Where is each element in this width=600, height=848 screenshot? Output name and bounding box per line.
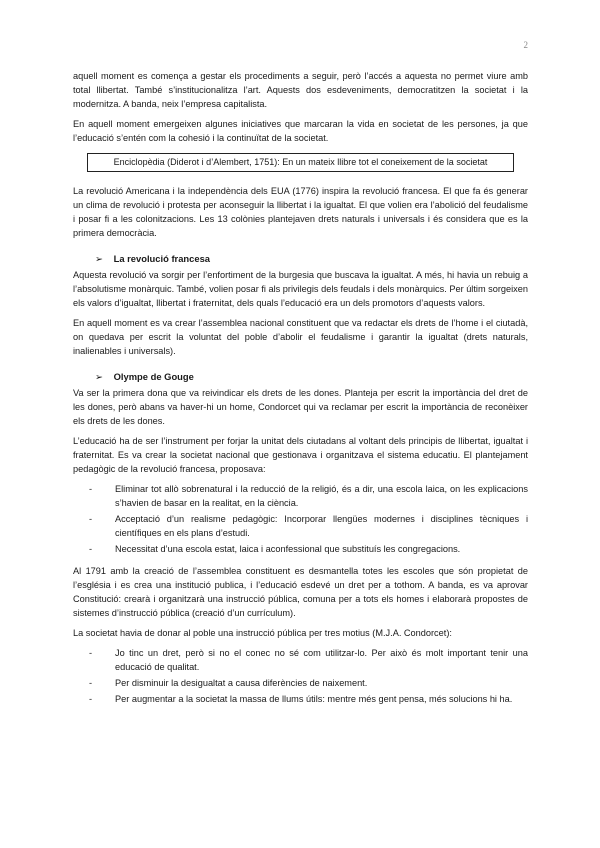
heading-olympe-de-gouge-text: Olympe de Gouge	[113, 371, 194, 382]
heading-olympe-de-gouge	[95, 370, 528, 384]
list-item-text: Eliminar tot allò sobrenatural i la reducció de la religió, és a dir, una escola laica, on les explicacions s’havien de basar en la realitat, en la ciència.	[115, 484, 528, 508]
dash-bullet: -	[89, 678, 93, 688]
list-item-text: Per disminuir la desigualtat a causa diferències de naixement.	[115, 678, 368, 688]
paragraph-condorcet-intro: La societat havia de donar al poble una instrucció pública per tres motius (M.J.A. Condorcet):	[73, 628, 452, 638]
list-item	[73, 676, 528, 690]
paragraph-national-assembly: En aquell moment es va crear l’assemblea nacional constituent que va redactar els drets de l’home i el ciutadà, on quedava per escrit la voluntat del poble d’abolir el feudalisme i garantir la igualtat (drets naturals, inalienables i universals).	[73, 318, 528, 356]
page-content	[73, 69, 528, 712]
paragraph-american-revolution: La revolució Americana i la independència dels EUA (1776) inspira la revolució francesa. El que fa és generar un clima de revolució i protesta per aconseguir la llibertat i la igualtat. El que volien era l’abolició del feudalisme i posar fi a les colonitzacions. Les 13 colònies plantejaven drets naturals i universals i és considera que es la primera democràcia.	[73, 186, 528, 238]
paragraph-1791-assembly: Al 1791 amb la creació de l’assemblea constituent es desmantella totes les escoles que són propietat de l’església i es crea una institució publica, i l’educació esdevé un dret per a tothom. A banda, es va aprovar Constitució: crearà i organitzarà una instrucció pública, comuna per a tots els homes i elaborarà propostes de sistemes d’instrucció pública (creació d’un currículum).	[73, 566, 528, 618]
paragraph-initiatives: En aquell moment emergeixen algunes iniciatives que marcaran la vida en societat de les persones, ja que l’educació s’entén com la cohesió i la continuïtat de la societat.	[73, 119, 528, 143]
dash-bullet: -	[89, 694, 93, 704]
heading-french-revolution-text: La revolució francesa	[113, 253, 211, 264]
paragraph-education-instrument: L’educació ha de ser l’instrument per forjar la unitat dels ciutadans al voltant dels principis de llibertat, igualtat i fraternitat. Es va crear la societat nacional que gestionava i organitzava el sistema educatiu. El plantejament pedagògic de la revolució francesa, proposava:	[73, 436, 528, 474]
page-number: 2	[523, 40, 528, 50]
arrow-bullet-icon: ➢	[95, 253, 103, 264]
list-item-text: Necessitat d’una escola estat, laica i aconfessional que substituís les congregacions.	[115, 544, 461, 554]
paragraph-olympe: Va ser la primera dona que va reivindicar els drets de les dones. Planteja per escrit la importància del dret de les dones, però abans va haver-hi un home, Condorcet qui va reclamar per escrit la importància de reconèixer els drets de les dones.	[73, 388, 528, 426]
list-item	[73, 542, 528, 556]
dash-bullet: -	[89, 514, 93, 524]
dash-bullet: -	[89, 484, 93, 494]
list-item-text: Per augmentar a la societat la massa de llums útils: mentre més gent pensa, més solucions hi ha.	[115, 694, 513, 704]
list-item	[73, 512, 528, 540]
list-item	[73, 646, 528, 674]
list-item-text: Jo tinc un dret, però si no el conec no sé com utilitzar-lo. Per això és molt important tenir una educació de qualitat.	[115, 648, 528, 672]
dash-bullet: -	[89, 648, 93, 658]
list-item	[73, 692, 528, 706]
dash-bullet: -	[89, 544, 93, 554]
arrow-bullet-icon: ➢	[95, 371, 103, 382]
list-item	[73, 482, 528, 510]
heading-french-revolution	[95, 252, 528, 266]
condorcet-reasons-list	[73, 646, 528, 706]
paragraph-french-revolution: Aquesta revolució va sorgir per l’enfortiment de la burgesia que buscava la igualtat. A més, hi havia un rebuig a l’absolutisme monàrquic. També, volien posar fi als privilegis dels feudals i dels monàrquics. Per últim sorgeixen els valors d’igualtat, llibertat i fraternitat, dels quals l’educació era un dels promotors d’aquests valors.	[73, 270, 528, 308]
encyclopedia-callout-box: Enciclopèdia (Diderot i d’Alembert, 1751): En un mateix llibre tot el coneixement de la societat	[87, 153, 514, 172]
paragraph-intro: aquell moment es comença a gestar els procediments a seguir, però l’accés a aquesta no permet viure amb total llibertat. També s’institucionalitza l’art. Aquests dos esdeveniments, democratitzen la societat i la modernitza. A banda, neix l’empresa capitalista.	[73, 71, 528, 109]
list-item-text: Acceptació d’un realisme pedagògic: Incorporar llengües modernes i disciplines tècniques i científiques en els plans d’estudi.	[115, 514, 528, 538]
pedagogical-proposals-list	[73, 482, 528, 556]
